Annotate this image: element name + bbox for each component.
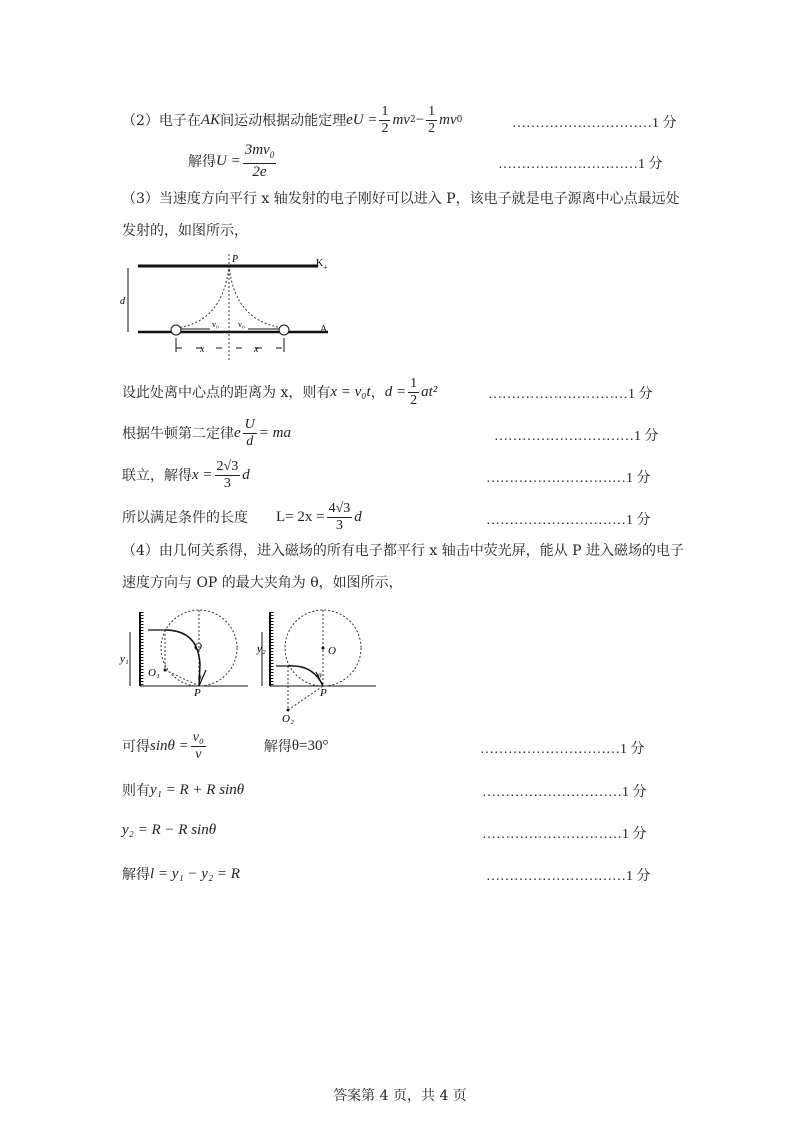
score: …………………………1 分	[482, 827, 647, 842]
part4-text: （4）由几何关系得，进入磁场的所有电子都平行 x 轴击中荧光屏，能从 P 进入磁场的电子	[122, 543, 685, 559]
math: l = y₁ − y₂ = R	[150, 865, 240, 882]
sub: 0	[269, 150, 275, 160]
label: x	[200, 344, 205, 355]
figure-case-1	[118, 604, 258, 699]
fraction	[426, 104, 437, 137]
label: O	[328, 645, 336, 657]
text: （2）电子在	[122, 113, 201, 129]
math: U =	[216, 152, 241, 169]
fraction	[243, 417, 257, 450]
label: O₂	[282, 713, 294, 725]
label: +	[323, 263, 328, 272]
sub: 0	[456, 115, 463, 125]
math: y₁ = R + R sinθ	[150, 781, 245, 798]
text: 设此处离中心点的距离为 x，则有	[122, 385, 331, 401]
den: 2e	[252, 164, 267, 180]
math: L= 2x =	[276, 508, 325, 525]
math: mv	[439, 111, 457, 128]
text: 则有	[122, 783, 150, 799]
math: d	[242, 466, 250, 483]
math: d	[354, 508, 362, 525]
part2b-line	[188, 144, 278, 178]
eq3b-line	[122, 418, 291, 448]
electron	[171, 325, 181, 335]
label: y₁	[120, 653, 129, 665]
figure-electric-field	[118, 252, 348, 362]
eq3d-line	[122, 502, 362, 532]
electron	[279, 325, 289, 335]
sup: 2	[409, 115, 416, 125]
page-footer: 答案第 4 页，共 4 页	[333, 1088, 467, 1104]
num: 1	[410, 375, 418, 391]
score: …………………………1 分	[486, 513, 651, 528]
den: v	[195, 746, 202, 762]
score: …………………………1 分	[482, 785, 647, 800]
den: 2	[428, 120, 436, 136]
eq4a-line	[122, 731, 329, 761]
math: = ma	[258, 424, 292, 441]
text: 解得	[263, 739, 292, 755]
eq3a-line	[122, 377, 437, 407]
text: 解得	[122, 867, 150, 883]
trajectory	[176, 266, 284, 328]
fraction	[408, 376, 419, 409]
score: …………………………1 分	[486, 471, 651, 486]
part3-text: （3）当速度方向平行 x 轴发射的电子刚好可以进入 P，该电子就是电子源离中心点最远处	[122, 191, 680, 207]
score: …………………………1 分	[480, 742, 645, 757]
math: d =	[384, 383, 407, 400]
num: 2√3	[216, 458, 239, 474]
text: ，	[370, 385, 385, 401]
eq4b-line	[122, 780, 244, 800]
text: 间运动根据动能定理	[220, 113, 347, 129]
math: y₂ = R − R sinθ	[122, 822, 217, 838]
math: −	[415, 111, 425, 128]
label: O	[194, 641, 202, 653]
text: 联立，解得	[122, 468, 192, 484]
label: P	[232, 254, 239, 265]
num: U	[244, 416, 255, 432]
math: x = v₀t	[330, 383, 371, 400]
score: …………………………1 分	[512, 116, 677, 131]
part2-line	[122, 104, 462, 136]
den: 3	[335, 517, 343, 533]
part3-text: 发射的，如图所示，	[122, 223, 248, 239]
den: 2	[410, 392, 418, 408]
den: d	[246, 433, 254, 449]
num	[243, 142, 277, 164]
math: mv	[392, 111, 410, 128]
part4-text: 速度方向与 OP 的最大夹角为 θ，如图所示，	[122, 575, 403, 591]
num: 1	[381, 103, 389, 119]
label: θ	[198, 674, 202, 682]
text: 根据牛顿第二定律	[122, 426, 234, 442]
score: …………………………1 分	[494, 429, 659, 444]
fraction	[327, 501, 353, 534]
text: 可得	[122, 739, 150, 755]
num: 4√3	[328, 500, 351, 516]
score: …………………………1 分	[498, 157, 663, 172]
fraction	[379, 104, 390, 137]
label: v₀	[238, 320, 245, 329]
math: eU =	[346, 111, 378, 128]
score: …………………………1 分	[486, 869, 651, 884]
num-text: 3mv	[244, 142, 270, 158]
den: 3	[223, 475, 231, 491]
label: O₁	[148, 667, 160, 679]
eq3c-line	[122, 460, 250, 490]
math: θ=30°	[291, 737, 329, 754]
eq4d-line	[122, 864, 240, 884]
label: x	[254, 344, 259, 355]
fraction	[243, 142, 277, 180]
text: 所以满足条件的长度	[122, 510, 248, 526]
math: sinθ =	[150, 737, 189, 754]
fraction	[215, 459, 241, 492]
math: at²	[421, 383, 438, 400]
math: x =	[192, 466, 213, 483]
figure-case-2	[258, 604, 388, 724]
trajectory	[165, 630, 200, 686]
den: 2	[381, 120, 389, 136]
math: e	[234, 424, 241, 441]
score: …………………………1 分	[488, 387, 653, 402]
label: P	[194, 687, 201, 699]
label: P	[320, 687, 327, 699]
text: 解得	[188, 154, 216, 170]
fraction	[191, 730, 206, 763]
label: y₂	[257, 643, 266, 655]
num: 1	[428, 103, 436, 119]
num: v₀	[192, 729, 204, 745]
label: K	[316, 258, 324, 269]
eq4c-line	[122, 822, 216, 839]
label: d	[120, 296, 125, 307]
label: A	[320, 324, 328, 335]
label: v₀	[212, 320, 219, 329]
math: AK	[200, 111, 221, 128]
label: θ	[318, 672, 322, 680]
